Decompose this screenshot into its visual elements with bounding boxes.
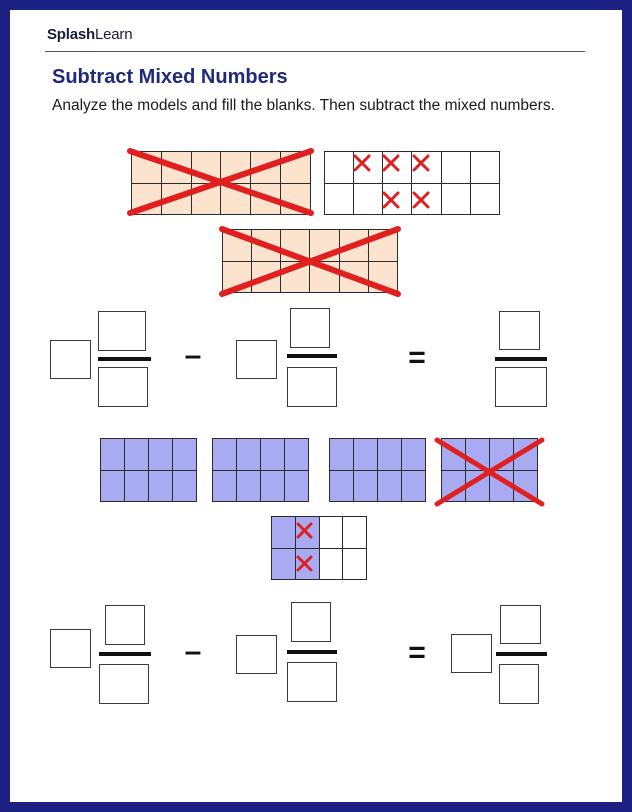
- answer-box-numerator-2b[interactable]: [291, 602, 331, 642]
- answer-box-denominator-1b[interactable]: [287, 367, 337, 407]
- worksheet-instructions: Analyze the models and fill the blanks. Then subtract the mixed numbers.: [52, 97, 555, 114]
- answer-box-denominator-1a[interactable]: [98, 367, 148, 407]
- answer-box-numerator-1b[interactable]: [290, 308, 330, 348]
- minus-sign: –: [184, 635, 202, 668]
- fraction-model-2c: [329, 438, 426, 502]
- fraction-bar: [287, 650, 337, 654]
- fraction-model-1a: [131, 151, 311, 215]
- fraction-model-1c: [222, 229, 398, 293]
- worksheet-page: [10, 10, 622, 802]
- fraction-model-2a: [100, 438, 197, 502]
- fraction-model-2e: [271, 516, 367, 580]
- answer-box-whole-1a[interactable]: [50, 340, 91, 379]
- logo-text-splash: Splash: [47, 26, 95, 43]
- fraction-bar: [496, 652, 547, 656]
- fraction-bar: [495, 357, 547, 361]
- answer-box-numerator-2a[interactable]: [105, 605, 145, 645]
- answer-box-denominator-2a[interactable]: [99, 664, 149, 704]
- answer-box-numerator-1a[interactable]: [98, 311, 146, 351]
- fraction-bar: [99, 652, 151, 656]
- equals-sign: =: [408, 636, 426, 669]
- answer-box-whole-2b[interactable]: [236, 635, 277, 674]
- fraction-bar: [98, 357, 151, 361]
- fraction-bar: [287, 354, 337, 358]
- fraction-model-2b: [212, 438, 309, 502]
- answer-box-numerator-2c[interactable]: [500, 605, 541, 644]
- answer-box-whole-1b[interactable]: [236, 340, 277, 379]
- answer-box-denominator-1c[interactable]: [495, 367, 547, 407]
- worksheet-title: Subtract Mixed Numbers: [52, 66, 288, 88]
- logo-text-learn: Learn: [94, 26, 133, 43]
- answer-box-whole-2c[interactable]: [451, 634, 492, 673]
- answer-box-whole-2a[interactable]: [50, 629, 91, 668]
- splashlearn-logo: [47, 26, 132, 43]
- answer-box-numerator-1c[interactable]: [499, 311, 540, 350]
- answer-box-denominator-2b[interactable]: [287, 662, 337, 702]
- fraction-model-2d: [441, 438, 538, 502]
- header-divider: [45, 51, 585, 52]
- answer-box-denominator-2c[interactable]: [499, 664, 539, 704]
- fraction-model-1b: [324, 151, 500, 215]
- equals-sign: =: [408, 341, 426, 374]
- minus-sign: –: [184, 339, 202, 372]
